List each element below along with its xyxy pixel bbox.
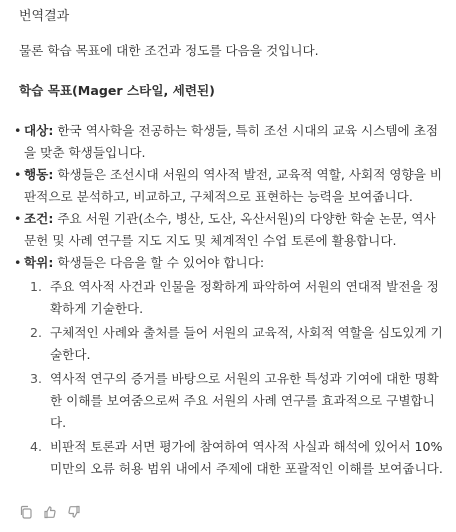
bullet-text: 학생들은 조선시대 서원의 역사적 발전, 교육적 역할, 사회적 영향을 비판적으로 분석하고, 비교하고, 구체적으로 표현하는 능력을 보여줍니다. bbox=[24, 167, 443, 204]
copy-icon[interactable] bbox=[19, 505, 33, 519]
numbered-item bbox=[24, 436, 446, 480]
item-number: 2. bbox=[30, 325, 43, 340]
bullet-degree bbox=[14, 252, 446, 480]
item-number: 1. bbox=[30, 279, 43, 294]
bullet-label: 조건: bbox=[24, 211, 54, 226]
numbered-item bbox=[24, 276, 446, 320]
numbered-item bbox=[24, 322, 446, 366]
item-text: 역사적 연구의 증거를 바탕으로 서원의 고유한 특성과 기여에 대한 명확한 이해를 보여줌으로써 주요 서원의 사례 연구를 효과적으로 구별합니다. bbox=[50, 371, 439, 430]
bullet-text: 한국 역사학을 전공하는 학생들, 특히 조선 시대의 교육 시스템에 초점을 맞춘 학생들입니다. bbox=[24, 123, 439, 160]
item-text: 구체적인 사례와 출처를 들어 서원의 교육적, 사회적 역할을 심도있게 기술한다. bbox=[50, 325, 443, 362]
item-number: 4. bbox=[30, 439, 43, 454]
thumbs-up-icon[interactable] bbox=[43, 505, 57, 519]
message-actions bbox=[19, 505, 81, 519]
bullet-text: 학생들은 다음을 할 수 있어야 합니다: bbox=[53, 255, 265, 270]
item-text: 비판적 토론과 서면 평가에 참여하여 역사적 사실과 해석에 있어서 10% 미만의 오류 허용 범위 내에서 주제에 대한 포괄적인 이해를 보여줍니다. bbox=[50, 439, 443, 476]
degree-numbered-list bbox=[24, 276, 446, 480]
objectives-list bbox=[14, 120, 446, 482]
bullet-label: 행동: bbox=[24, 167, 54, 182]
bullet-audience bbox=[14, 120, 446, 164]
objectives-heading: 학습 목표(Mager 스타일, 세련된) bbox=[19, 83, 215, 98]
bullet-label: 학위: bbox=[24, 255, 54, 270]
numbered-item bbox=[24, 368, 446, 434]
section-title: 번역결과 bbox=[19, 9, 70, 24]
intro-text: 물론 학습 목표에 대한 조건과 정도를 다음을 것입니다. bbox=[19, 43, 319, 58]
bullet-condition bbox=[14, 208, 446, 252]
bullet-label: 대상: bbox=[24, 123, 54, 138]
item-number: 3. bbox=[30, 371, 43, 386]
bullet-behavior bbox=[14, 164, 446, 208]
bullet-text: 주요 서원 기관(소수, 병산, 도산, 옥산서원)의 다양한 학술 논문, 역사 문헌 및 사례 연구를 지도 지도 및 체계적인 수업 토론에 활용합니다. bbox=[24, 211, 436, 248]
item-text: 주요 역사적 사건과 인물을 정확하게 파악하여 서원의 연대적 발전을 정확하게 기술한다. bbox=[50, 279, 439, 316]
thumbs-down-icon[interactable] bbox=[67, 505, 81, 519]
